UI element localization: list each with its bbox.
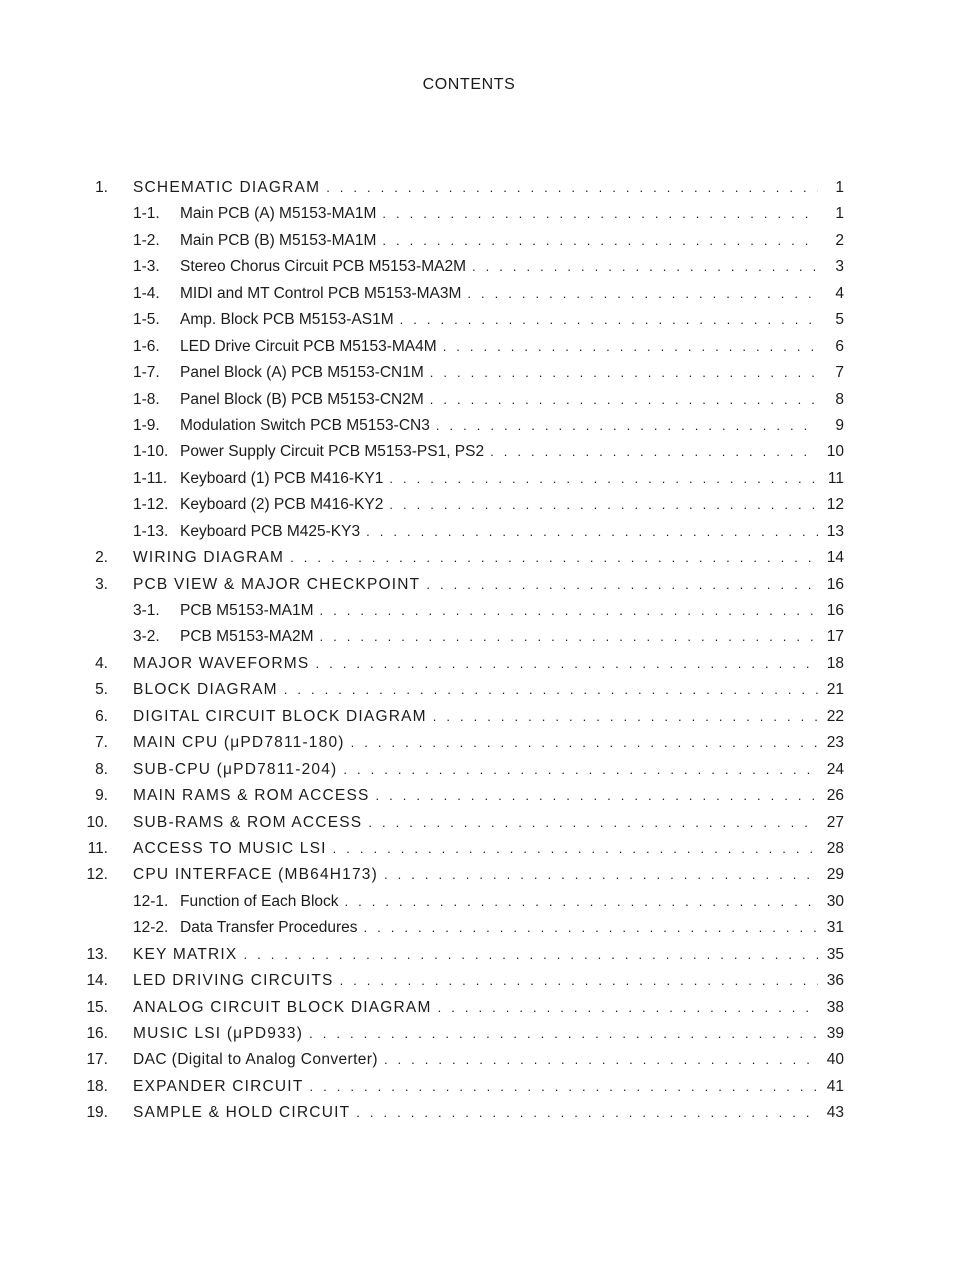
toc-entry xyxy=(0,545,961,571)
toc-entry-line xyxy=(133,968,818,994)
toc-entry-title: LED Drive Circuit PCB M5153-MA4M xyxy=(180,337,437,355)
toc-entry-page-number: 18 xyxy=(826,654,844,672)
toc-entry xyxy=(0,836,961,862)
toc-entry xyxy=(0,175,961,201)
toc-entry-line xyxy=(180,387,818,413)
dot-leader xyxy=(320,624,818,650)
toc-entry-line xyxy=(180,915,818,941)
toc-entry-title: Function of Each Block xyxy=(180,892,339,910)
toc-entry-number: 1-1. xyxy=(133,205,160,223)
dot-leader xyxy=(290,545,818,571)
dot-leader xyxy=(356,1100,818,1126)
toc-entry-page-number: 5 xyxy=(835,311,844,329)
toc-entry xyxy=(0,1100,961,1126)
toc-entry-line xyxy=(133,1021,818,1047)
toc-entry-number: 1-3. xyxy=(133,258,160,276)
toc-entry-title: Keyboard PCB M425-KY3 xyxy=(180,522,361,540)
toc-entry-title: Amp. Block PCB M5153-AS1M xyxy=(180,311,394,329)
toc-entry xyxy=(0,624,961,650)
toc-entry-page-number: 30 xyxy=(826,892,844,910)
toc-entry-number: 1-9. xyxy=(133,416,160,434)
toc-entry-page-number: 6 xyxy=(835,337,844,355)
toc-entry xyxy=(0,598,961,624)
toc-entry-title: KEY MATRIX xyxy=(133,945,238,963)
toc-entry-page-number: 4 xyxy=(835,284,844,302)
toc-entry xyxy=(0,889,961,915)
toc-entry-line xyxy=(133,651,818,677)
dot-leader xyxy=(320,598,818,624)
toc-entry-page-number: 1 xyxy=(835,179,844,196)
toc-entry-line xyxy=(180,519,818,545)
toc-entry xyxy=(0,307,961,333)
toc-entry xyxy=(0,254,961,280)
toc-entry xyxy=(0,387,961,413)
toc-entry-number: 7. xyxy=(95,734,108,752)
toc-entry xyxy=(0,492,961,518)
toc-entry-page-number: 38 xyxy=(826,998,844,1016)
dot-leader xyxy=(340,968,818,994)
toc-entry-page-number: 8 xyxy=(835,390,844,408)
toc-entry-line xyxy=(180,360,818,386)
toc-entry-page-number: 22 xyxy=(826,707,844,725)
toc-entry-page-number: 12 xyxy=(826,496,844,514)
toc-entry-page-number: 35 xyxy=(826,945,844,963)
toc-entry xyxy=(0,942,961,968)
toc-entry-number: 6. xyxy=(95,707,108,725)
toc-entry-number: 9. xyxy=(95,787,108,805)
toc-entry-line xyxy=(180,624,818,650)
toc-entry-page-number: 1 xyxy=(835,205,844,223)
toc-entry-title: Keyboard (1) PCB M416-KY1 xyxy=(180,469,384,487)
toc-entry xyxy=(0,439,961,465)
toc-entry-line xyxy=(133,862,818,888)
toc-entry-number: 1-4. xyxy=(133,284,160,302)
toc-entry-title: Data Transfer Procedures xyxy=(180,919,358,937)
toc-entry-page-number: 40 xyxy=(826,1051,844,1069)
toc-entry-page-number: 16 xyxy=(826,602,844,619)
toc-entry xyxy=(0,228,961,254)
dot-leader xyxy=(363,915,818,941)
toc-entry-page-number: 13 xyxy=(826,522,844,540)
toc-entry-title: Main PCB (A) M5153-MA1M xyxy=(180,205,377,223)
toc-entry-number: 14. xyxy=(86,972,108,990)
toc-entry-line xyxy=(180,334,818,360)
dot-leader xyxy=(382,201,818,227)
toc-entry-page-number: 10 xyxy=(826,443,844,461)
dot-leader xyxy=(309,1021,818,1047)
toc-entry xyxy=(0,466,961,492)
toc-entry-page-number: 14 xyxy=(826,549,844,567)
dot-leader xyxy=(351,730,818,756)
dot-leader xyxy=(333,836,818,862)
dot-leader xyxy=(389,466,818,492)
toc-entry xyxy=(0,1021,961,1047)
toc-entry-title: Panel Block (B) PCB M5153-CN2M xyxy=(180,390,424,408)
toc-entry-title: BLOCK DIAGRAM xyxy=(133,681,278,699)
toc-entry xyxy=(0,519,961,545)
toc-entry-title: Panel Block (A) PCB M5153-CN1M xyxy=(180,364,424,382)
toc-entry-title: DIGITAL CIRCUIT BLOCK DIAGRAM xyxy=(133,707,427,725)
toc-entry-number: 8. xyxy=(95,760,108,778)
dot-leader xyxy=(467,281,818,307)
toc-entry-number: 1-8. xyxy=(133,390,160,408)
toc-entry xyxy=(0,201,961,227)
toc-entry-line xyxy=(133,175,818,201)
toc-entry-title: PCB M5153-MA1M xyxy=(180,602,314,619)
toc-entry-title: CPU INTERFACE (MB64H173) xyxy=(133,866,378,884)
dot-leader xyxy=(438,995,818,1021)
toc-entry xyxy=(0,968,961,994)
toc-entry-number: 1-12. xyxy=(133,496,169,514)
toc-entry-number: 2. xyxy=(95,549,108,567)
toc-entry-title: Keyboard (2) PCB M416-KY2 xyxy=(180,496,384,514)
page-title: CONTENTS xyxy=(422,76,516,93)
toc-entry xyxy=(0,757,961,783)
dot-leader xyxy=(368,810,818,836)
dot-leader xyxy=(433,704,818,730)
toc-entry-line xyxy=(180,254,818,280)
toc-entry xyxy=(0,810,961,836)
dot-leader xyxy=(384,862,818,888)
dot-leader xyxy=(326,175,818,201)
dot-leader xyxy=(343,757,818,783)
toc-entry-title: MAJOR WAVEFORMS xyxy=(133,654,310,672)
toc-entry-number: 1-7. xyxy=(133,364,160,382)
toc-entry-title: Power Supply Circuit PCB M5153-PS1, PS2 xyxy=(180,443,485,461)
toc-entry-page-number: 2 xyxy=(835,231,844,249)
toc-entry-title: SAMPLE & HOLD CIRCUIT xyxy=(133,1104,351,1122)
toc-entry-title: WIRING DIAGRAM xyxy=(133,549,285,567)
dot-leader xyxy=(376,783,818,809)
dot-leader xyxy=(472,254,818,280)
toc-entry-page-number: 41 xyxy=(826,1077,844,1095)
toc-entry xyxy=(0,677,961,703)
dot-leader xyxy=(430,387,818,413)
toc-entry xyxy=(0,1074,961,1100)
toc-entry-page-number: 31 xyxy=(826,919,844,937)
dot-leader xyxy=(382,228,818,254)
toc-entry-number: 1-2. xyxy=(133,231,160,249)
dot-leader xyxy=(366,519,818,545)
toc-entry-page-number: 26 xyxy=(826,787,844,805)
toc-entry xyxy=(0,730,961,756)
toc-entry xyxy=(0,1047,961,1073)
toc-entry-page-number: 24 xyxy=(826,760,844,778)
dot-leader xyxy=(345,889,818,915)
toc-entry-line xyxy=(180,466,818,492)
toc-entry-line xyxy=(133,545,818,571)
toc-entry-page-number: 36 xyxy=(826,972,844,990)
toc-entry-title: SCHEMATIC DIAGRAM xyxy=(133,179,321,196)
toc-entry-page-number: 28 xyxy=(826,839,844,857)
dot-leader xyxy=(443,334,818,360)
toc-entry xyxy=(0,413,961,439)
toc-entry-title: Modulation Switch PCB M5153-CN3 xyxy=(180,416,430,434)
toc-entry-title: ANALOG CIRCUIT BLOCK DIAGRAM xyxy=(133,998,432,1016)
toc-entry-number: 17. xyxy=(86,1051,108,1069)
toc-entry-title: SUB-CPU (μPD7811-204) xyxy=(133,760,338,778)
toc-entry-line xyxy=(180,492,818,518)
dot-leader xyxy=(389,492,818,518)
toc-entry xyxy=(0,704,961,730)
toc-entry-page-number: 16 xyxy=(826,575,844,593)
toc-entry xyxy=(0,281,961,307)
toc-entry xyxy=(0,334,961,360)
toc-entry-line xyxy=(133,783,818,809)
toc-entry-number: 18. xyxy=(86,1077,108,1095)
toc-entry-number: 4. xyxy=(95,654,108,672)
toc-entry-line xyxy=(133,730,818,756)
toc-entry-number: 3-1. xyxy=(133,602,160,619)
toc-entry-number: 12. xyxy=(86,866,108,884)
toc-entry-number: 1-10. xyxy=(133,443,169,461)
toc-entry-line xyxy=(133,704,818,730)
dot-leader xyxy=(309,1074,818,1100)
toc-entry-page-number: 21 xyxy=(826,681,844,699)
toc-entry xyxy=(0,572,961,598)
toc-entry-page-number: 3 xyxy=(835,258,844,276)
dot-leader xyxy=(284,677,818,703)
toc-entry-number: 13. xyxy=(86,945,108,963)
dot-leader xyxy=(315,651,818,677)
toc-entry-page-number: 7 xyxy=(835,364,844,382)
toc-entry-number: 16. xyxy=(86,1025,108,1042)
toc-entry-title: LED DRIVING CIRCUITS xyxy=(133,972,334,990)
toc-entry-line xyxy=(133,1074,818,1100)
toc-entry-number: 11. xyxy=(87,839,108,857)
toc-entry-page-number: 9 xyxy=(835,416,844,434)
toc-entry-title: Main PCB (B) M5153-MA1M xyxy=(180,231,377,249)
dot-leader xyxy=(436,413,818,439)
toc-entry-line xyxy=(180,598,818,624)
toc-entry-line xyxy=(133,995,818,1021)
dot-leader xyxy=(384,1047,818,1073)
toc-entry-number: 10. xyxy=(86,813,108,831)
toc-entry-line xyxy=(180,439,818,465)
toc-entry-line xyxy=(133,572,818,598)
toc-entry-page-number: 17 xyxy=(826,628,844,646)
table-of-contents xyxy=(0,175,961,1127)
toc-entry-line xyxy=(133,1047,818,1073)
toc-entry-title: PCB VIEW & MAJOR CHECKPOINT xyxy=(133,575,421,593)
toc-entry-line xyxy=(133,757,818,783)
dot-leader xyxy=(490,439,818,465)
toc-entry xyxy=(0,360,961,386)
dot-leader xyxy=(243,942,818,968)
toc-entry-title: MUSIC LSI (μPD933) xyxy=(133,1025,304,1042)
toc-entry-number: 5. xyxy=(95,681,108,699)
toc-entry-title: Stereo Chorus Circuit PCB M5153-MA2M xyxy=(180,258,466,276)
toc-entry-title: SUB-RAMS & ROM ACCESS xyxy=(133,813,363,831)
toc-entry xyxy=(0,915,961,941)
toc-entry-page-number: 27 xyxy=(826,813,844,831)
toc-entry-line xyxy=(133,836,818,862)
toc-entry xyxy=(0,862,961,888)
toc-entry-line xyxy=(180,307,818,333)
toc-entry xyxy=(0,651,961,677)
toc-entry-number: 3. xyxy=(95,575,108,593)
toc-entry-number: 1-13. xyxy=(133,522,169,540)
toc-entry-title: MAIN CPU (μPD7811-180) xyxy=(133,734,345,752)
toc-entry-title: EXPANDER CIRCUIT xyxy=(133,1077,304,1095)
toc-entry-line xyxy=(180,201,818,227)
toc-entry-number: 15. xyxy=(86,998,108,1016)
toc-entry-number: 12-2. xyxy=(133,919,169,937)
toc-entry xyxy=(0,783,961,809)
toc-entry-line xyxy=(133,810,818,836)
toc-entry-line xyxy=(133,942,818,968)
dot-leader xyxy=(426,572,818,598)
toc-entry-number: 19. xyxy=(86,1104,108,1122)
toc-entry-number: 12-1. xyxy=(133,892,169,910)
toc-entry-title: DAC (Digital to Analog Converter) xyxy=(133,1051,378,1069)
toc-entry-number: 1-5. xyxy=(133,311,160,329)
toc-entry-line xyxy=(180,281,818,307)
toc-entry-line xyxy=(180,889,818,915)
toc-entry-number: 1. xyxy=(95,179,108,196)
toc-entry-title: MAIN RAMS & ROM ACCESS xyxy=(133,787,370,805)
toc-entry-page-number: 43 xyxy=(826,1104,844,1122)
toc-entry-number: 1-11. xyxy=(133,469,168,487)
toc-entry-number: 3-2. xyxy=(133,628,160,646)
toc-entry-title: MIDI and MT Control PCB M5153-MA3M xyxy=(180,284,462,302)
toc-entry xyxy=(0,995,961,1021)
dot-leader xyxy=(400,307,818,333)
toc-entry-title: PCB M5153-MA2M xyxy=(180,628,314,646)
toc-entry-line xyxy=(180,413,818,439)
toc-entry-number: 1-6. xyxy=(133,337,160,355)
toc-entry-page-number: 23 xyxy=(826,734,844,752)
dot-leader xyxy=(430,360,818,386)
toc-entry-page-number: 29 xyxy=(826,866,844,884)
toc-entry-line xyxy=(133,677,818,703)
toc-entry-line xyxy=(133,1100,818,1126)
toc-entry-page-number: 39 xyxy=(826,1025,844,1042)
toc-entry-line xyxy=(180,228,818,254)
toc-entry-title: ACCESS TO MUSIC LSI xyxy=(133,839,327,857)
toc-entry-page-number: 11 xyxy=(827,469,844,487)
